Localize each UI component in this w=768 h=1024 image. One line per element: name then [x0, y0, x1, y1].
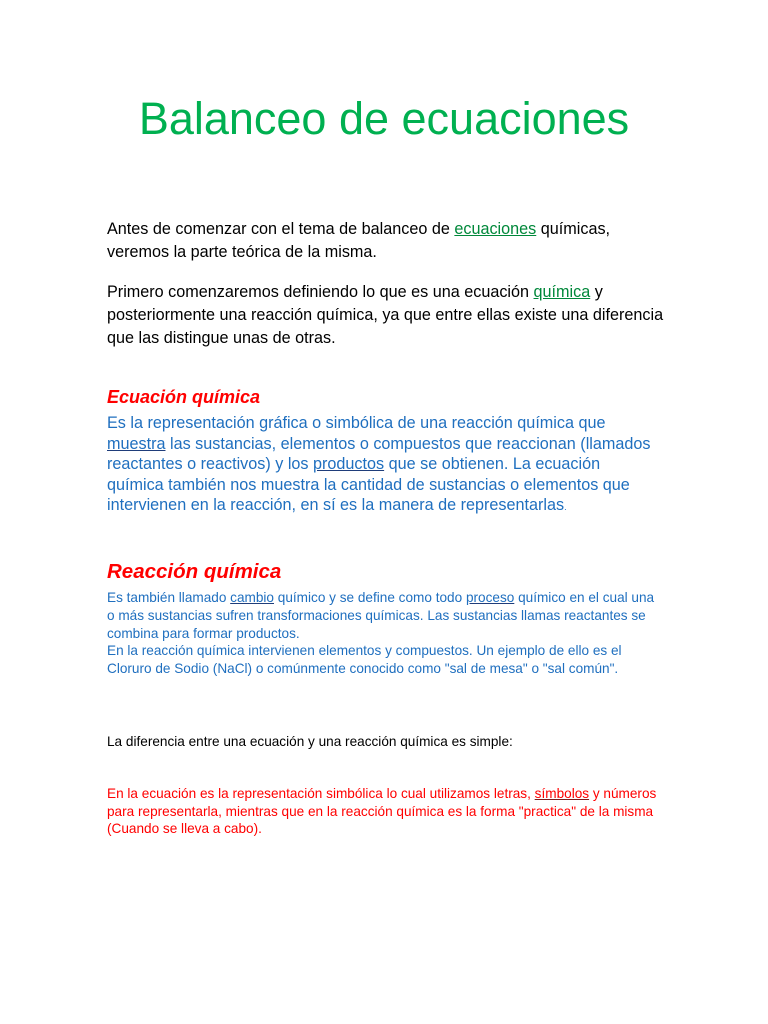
body-text-para2: En la reacción química intervienen elementos y compuestos. Un ejemplo de ello es el Cloruro de Sodio (NaCl) o comúnmente conocido como "sal de mesa" o "sal común".	[107, 643, 622, 677]
intro-paragraph-1	[107, 218, 667, 264]
intro-text-before: Antes de comenzar con el tema de balanceo de	[107, 220, 455, 238]
intro-text-before: Primero comenzaremos definiendo lo que es una ecuación	[107, 283, 534, 301]
link-muestra[interactable]: muestra	[107, 434, 166, 453]
link-simbolos[interactable]: símbolos	[534, 786, 590, 801]
intro-text-after: químicas, veremos la parte teórica de la misma.	[107, 220, 611, 261]
body-text: Es también llamado	[107, 590, 231, 605]
body-text: las sustancias, elementos o compuestos que reaccionan (llamados reactantes o reactivos) y los	[107, 434, 651, 474]
body-text: químico en el cual una o más sustancias sufren transformaciones químicas. Las sustancias llamas reactantes se combina para formar productos.	[107, 590, 655, 641]
link-cambio[interactable]: cambio	[230, 590, 274, 605]
link-quimica[interactable]: química	[533, 283, 591, 301]
difference-intro: La diferencia entre una ecuación y una reacción química es simple:	[107, 734, 513, 749]
body-text: químico y se define como todo	[274, 590, 466, 605]
difference-body	[107, 785, 663, 838]
section-heading-reaccion: Reacción química	[107, 560, 282, 583]
link-proceso[interactable]: proceso	[465, 590, 515, 605]
section-body-reaccion	[107, 589, 665, 678]
link-ecuaciones[interactable]: ecuaciones	[454, 220, 537, 238]
body-text: En la ecuación es la representación simbólica lo cual utilizamos letras,	[107, 786, 535, 801]
body-text: Es la representación gráfica o simbólica de una reacción química que	[107, 414, 606, 432]
body-text: y números para representarla, mientras que en la reacción química es la forma "practica" de la misma (Cuando se lleva a cabo).	[107, 786, 657, 837]
page-title: Balanceo de ecuaciones	[138, 93, 630, 144]
link-productos[interactable]: productos	[313, 455, 385, 474]
intro-paragraph-2	[107, 281, 667, 350]
section-body-ecuacion	[107, 413, 655, 518]
intro-text-after: y posteriormente una reacción química, ya que entre ellas existe una diferencia que las distingue unas de otras.	[107, 283, 664, 347]
body-end-period: .	[564, 502, 567, 513]
body-text: que se obtienen. La ecuación química también nos muestra la cantidad de sustancias o elementos que intervienen en la reacción, en sí es la manera de representarlas	[107, 455, 630, 515]
section-heading-ecuacion: Ecuación química	[107, 387, 261, 407]
